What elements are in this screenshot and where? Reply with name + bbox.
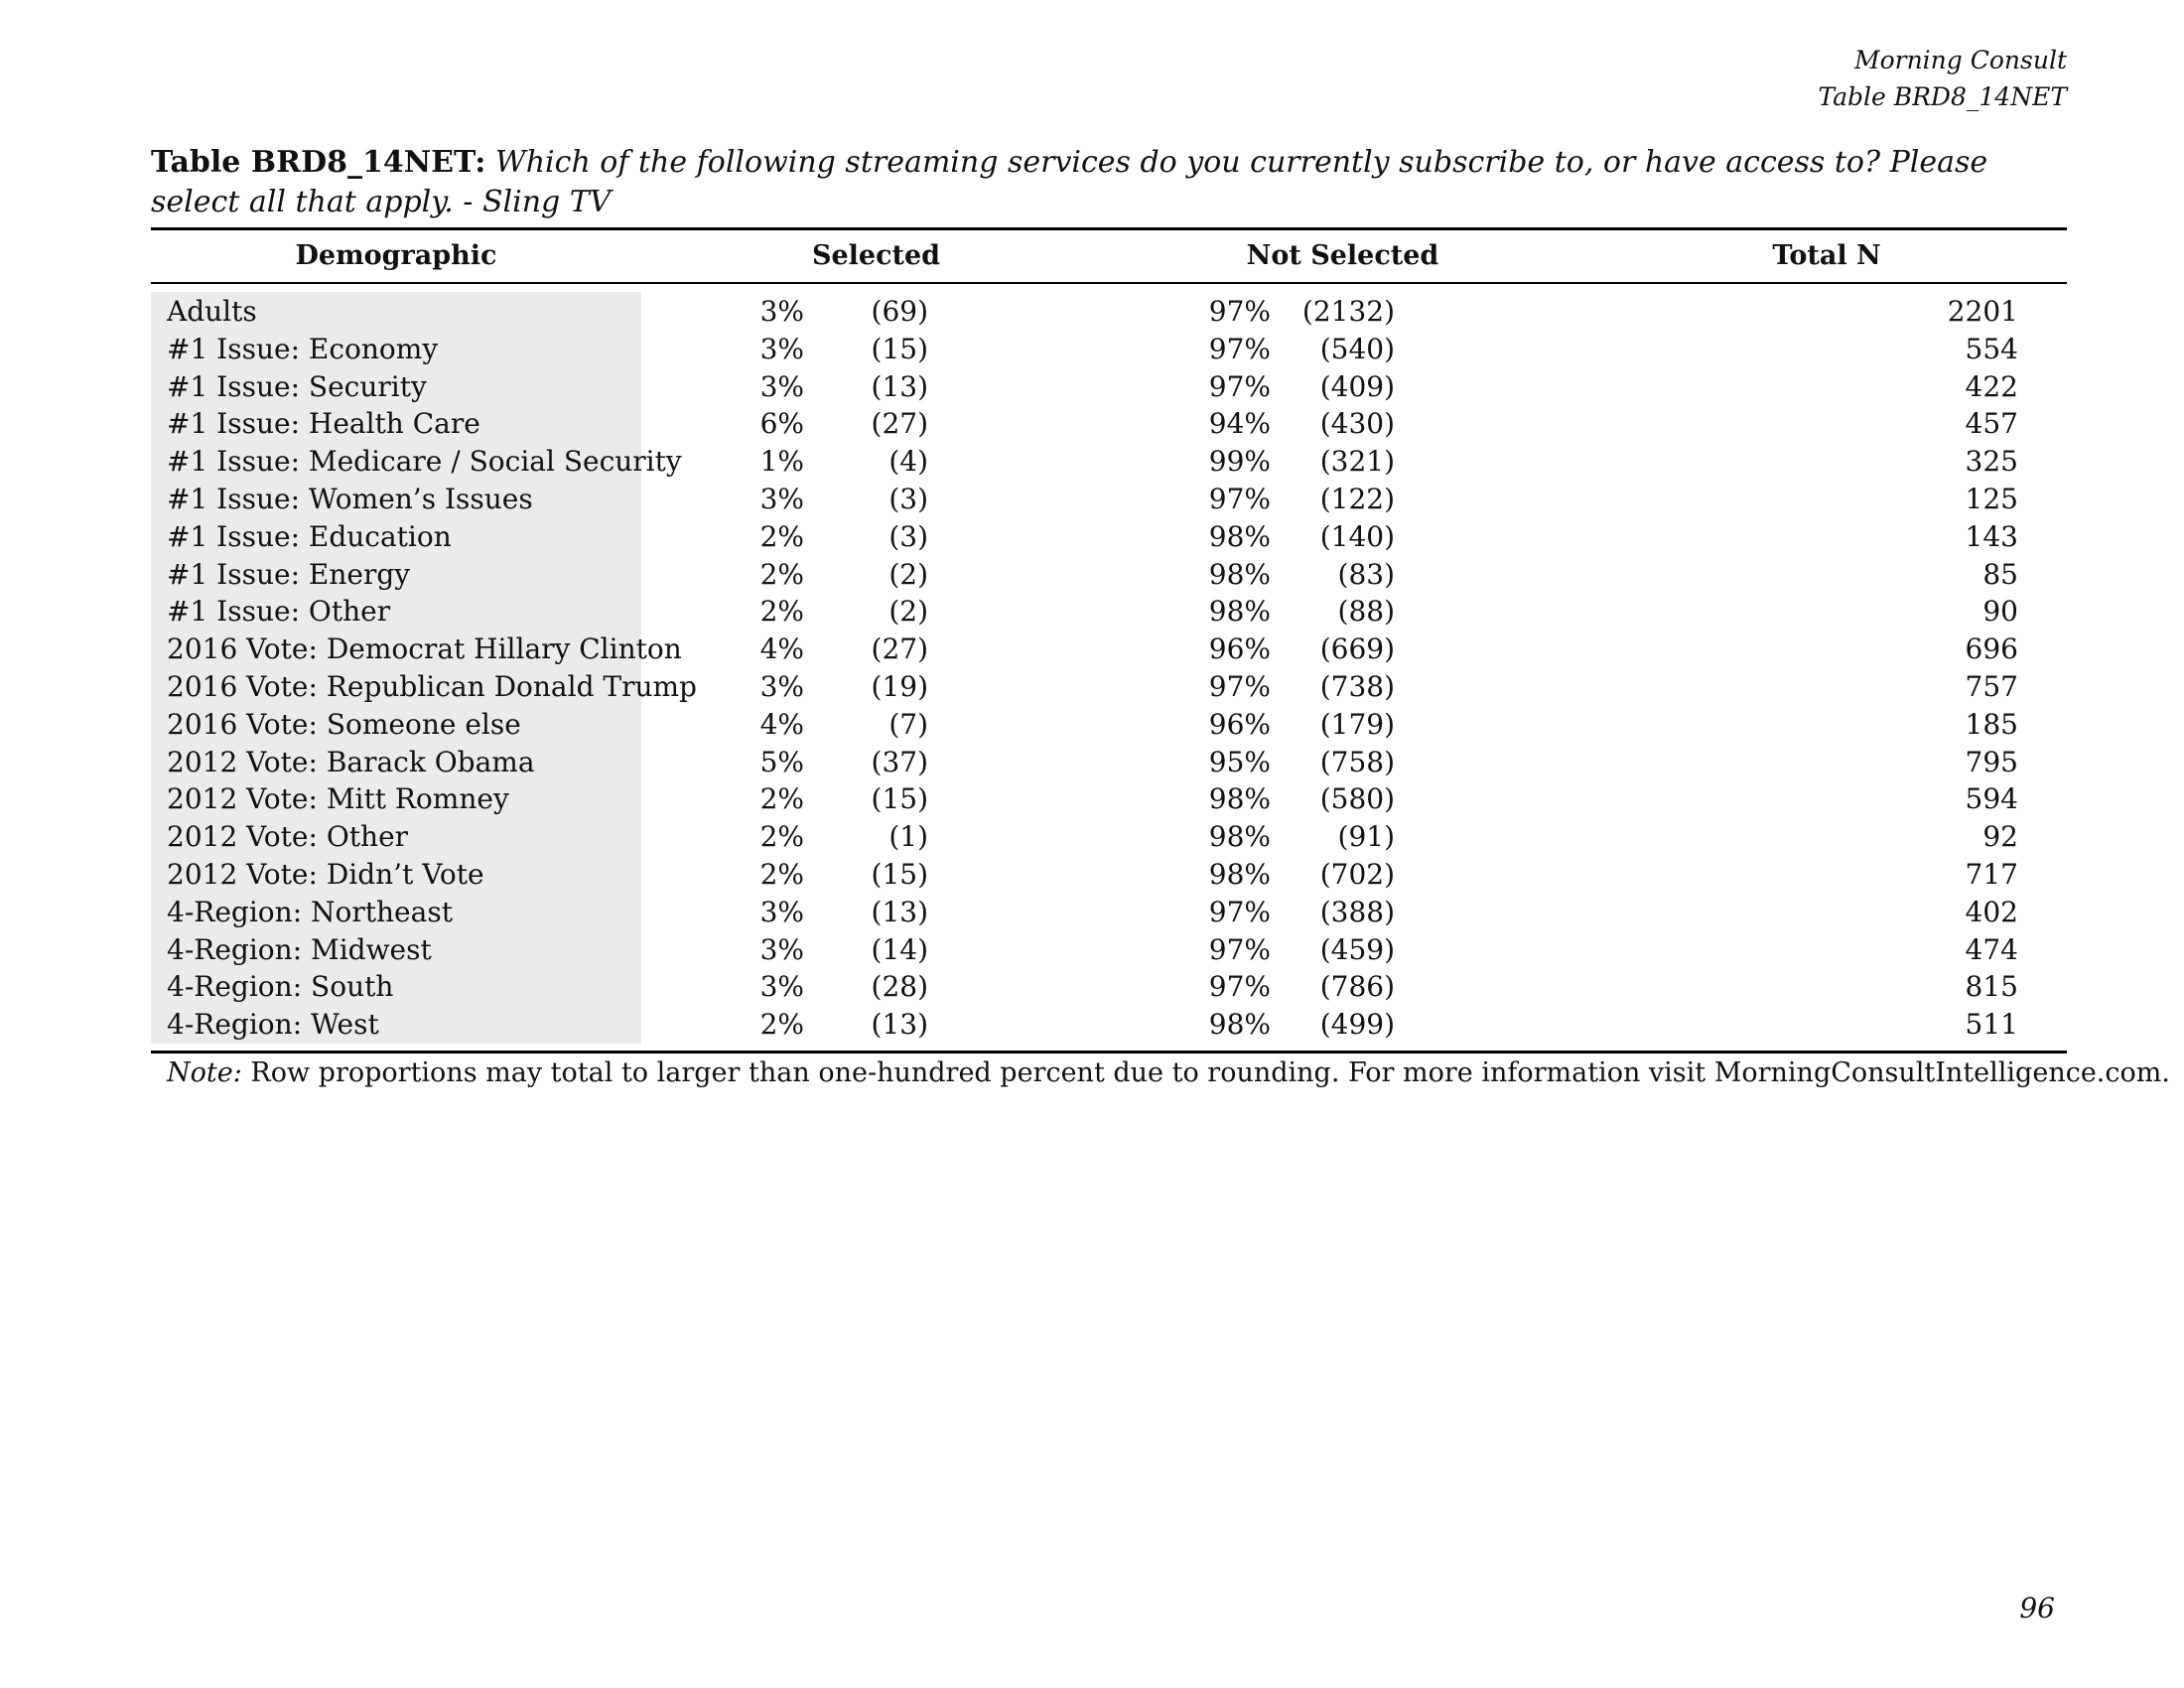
- table-top-rule: [151, 227, 2067, 230]
- selected-count: (15): [871, 332, 928, 365]
- selected-percent: 3%: [759, 932, 804, 966]
- table-row: [0, 744, 2184, 781]
- total-n: 457: [1965, 407, 2018, 441]
- selected-percent: 3%: [759, 332, 804, 365]
- row-label: 4-Region: Northeast: [167, 895, 453, 928]
- page-number: 96: [2019, 1592, 2055, 1624]
- row-label: 2012 Vote: Mitt Romney: [167, 782, 509, 816]
- table-row: [0, 331, 2184, 368]
- not-selected-percent: 97%: [1208, 369, 1271, 403]
- selected-count: (27): [871, 407, 928, 441]
- not-selected-percent: 97%: [1208, 482, 1271, 515]
- table-row: [0, 631, 2184, 668]
- selected-percent: 2%: [759, 519, 804, 553]
- selected-count: (2): [888, 595, 928, 629]
- not-selected-percent: 98%: [1208, 820, 1271, 854]
- not-selected-count: (83): [1337, 557, 1395, 591]
- table-title: [151, 143, 2067, 222]
- total-n: 325: [1965, 445, 2018, 479]
- selected-count: (13): [871, 895, 928, 928]
- row-label: 2016 Vote: Democrat Hillary Clinton: [167, 633, 682, 666]
- table-note: [167, 1055, 2170, 1092]
- row-label: 2012 Vote: Barack Obama: [167, 745, 535, 778]
- table-row: [0, 968, 2184, 1006]
- not-selected-count: (758): [1319, 745, 1395, 778]
- table-title-question: Which of the following streaming services do you currently subscribe to, or have access to? Please select all that apply. - Sling TV: [151, 145, 1988, 219]
- table-row: [0, 931, 2184, 969]
- total-n: 815: [1965, 970, 2018, 1004]
- selected-count: (3): [888, 482, 928, 515]
- selected-percent: 3%: [759, 895, 804, 928]
- table-row: [0, 856, 2184, 894]
- row-label: 4-Region: South: [167, 970, 394, 1004]
- table-row: [0, 1006, 2184, 1044]
- table-header-rule: [151, 282, 2067, 284]
- selected-percent: 3%: [759, 369, 804, 403]
- column-header-total-n: Total N: [1772, 240, 1881, 271]
- not-selected-count: (738): [1319, 669, 1395, 703]
- row-label: 2016 Vote: Republican Donald Trump: [167, 669, 697, 703]
- not-selected-count: (321): [1319, 445, 1395, 479]
- not-selected-count: (88): [1337, 595, 1395, 629]
- total-n: 143: [1965, 519, 2018, 553]
- note-text: Row proportions may total to larger than one-hundred percent due to rounding. For more information visit MorningConsultIntelligence.com.: [250, 1057, 2170, 1088]
- not-selected-count: (459): [1319, 932, 1395, 966]
- selected-percent: 3%: [759, 295, 804, 328]
- selected-percent: 6%: [759, 407, 804, 441]
- table-row: [0, 443, 2184, 481]
- table-title-lead: Table BRD8_14NET:: [151, 145, 486, 180]
- not-selected-percent: 98%: [1208, 557, 1271, 591]
- selected-count: (4): [888, 445, 928, 479]
- selected-count: (7): [888, 707, 928, 741]
- row-label: #1 Issue: Energy: [167, 557, 411, 591]
- selected-percent: 2%: [759, 595, 804, 629]
- not-selected-percent: 97%: [1208, 295, 1271, 328]
- not-selected-percent: 98%: [1208, 1008, 1271, 1042]
- row-label: 2016 Vote: Someone else: [167, 707, 521, 741]
- row-label: #1 Issue: Other: [167, 595, 391, 629]
- row-label: Adults: [167, 295, 257, 328]
- row-label: #1 Issue: Education: [167, 519, 452, 553]
- table-row: [0, 818, 2184, 856]
- not-selected-percent: 98%: [1208, 595, 1271, 629]
- not-selected-count: (499): [1319, 1008, 1395, 1042]
- not-selected-percent: 99%: [1208, 445, 1271, 479]
- table-row: [0, 556, 2184, 594]
- total-n: 90: [1982, 595, 2018, 629]
- table-row: [0, 481, 2184, 518]
- total-n: 85: [1982, 557, 2018, 591]
- total-n: 554: [1965, 332, 2018, 365]
- selected-percent: 3%: [759, 669, 804, 703]
- not-selected-percent: 97%: [1208, 332, 1271, 365]
- not-selected-count: (430): [1319, 407, 1395, 441]
- selected-percent: 5%: [759, 745, 804, 778]
- table-row: [0, 668, 2184, 706]
- not-selected-count: (91): [1337, 820, 1395, 854]
- column-header-not-selected: Not Selected: [1246, 240, 1439, 271]
- selected-percent: 2%: [759, 820, 804, 854]
- total-n: 125: [1965, 482, 2018, 515]
- table-row: [0, 405, 2184, 443]
- row-label: 4-Region: Midwest: [167, 932, 432, 966]
- not-selected-count: (179): [1319, 707, 1395, 741]
- selected-count: (19): [871, 669, 928, 703]
- not-selected-percent: 98%: [1208, 519, 1271, 553]
- selected-count: (27): [871, 633, 928, 666]
- row-label: #1 Issue: Health Care: [167, 407, 480, 441]
- selected-count: (1): [888, 820, 928, 854]
- not-selected-count: (2132): [1301, 295, 1395, 328]
- total-n: 185: [1965, 707, 2018, 741]
- selected-count: (2): [888, 557, 928, 591]
- selected-count: (69): [871, 295, 928, 328]
- not-selected-percent: 97%: [1208, 895, 1271, 928]
- total-n: 402: [1965, 895, 2018, 928]
- table-bottom-rule: [151, 1051, 2067, 1054]
- not-selected-count: (122): [1319, 482, 1395, 515]
- total-n: 2201: [1947, 295, 2018, 328]
- selected-count: (13): [871, 369, 928, 403]
- table-row: [0, 293, 2184, 331]
- table-row: [0, 894, 2184, 931]
- selected-count: (15): [871, 857, 928, 891]
- not-selected-percent: 97%: [1208, 932, 1271, 966]
- total-n: 717: [1965, 857, 2018, 891]
- row-label: #1 Issue: Economy: [167, 332, 439, 365]
- selected-count: (37): [871, 745, 928, 778]
- not-selected-count: (540): [1319, 332, 1395, 365]
- not-selected-percent: 94%: [1208, 407, 1271, 441]
- selected-count: (14): [871, 932, 928, 966]
- total-n: 795: [1965, 745, 2018, 778]
- not-selected-count: (786): [1319, 970, 1395, 1004]
- selected-percent: 1%: [759, 445, 804, 479]
- not-selected-count: (140): [1319, 519, 1395, 553]
- not-selected-count: (702): [1319, 857, 1395, 891]
- page-header: [1818, 42, 2067, 115]
- column-header-demographic: Demographic: [295, 240, 497, 271]
- header-org: Morning Consult: [1853, 46, 2067, 74]
- table-row: [0, 780, 2184, 818]
- total-n: 696: [1965, 633, 2018, 666]
- selected-count: (13): [871, 1008, 928, 1042]
- not-selected-percent: 96%: [1208, 633, 1271, 666]
- total-n: 92: [1982, 820, 2018, 854]
- table-row: [0, 518, 2184, 556]
- selected-percent: 2%: [759, 557, 804, 591]
- selected-percent: 4%: [759, 707, 804, 741]
- header-table-id: Table BRD8_14NET: [1818, 82, 2067, 111]
- total-n: 594: [1965, 782, 2018, 816]
- column-header-selected: Selected: [811, 240, 941, 271]
- selected-count: (28): [871, 970, 928, 1004]
- not-selected-percent: 97%: [1208, 970, 1271, 1004]
- total-n: 422: [1965, 369, 2018, 403]
- not-selected-percent: 97%: [1208, 669, 1271, 703]
- selected-percent: 2%: [759, 1008, 804, 1042]
- row-label: #1 Issue: Security: [167, 369, 427, 403]
- row-label: 2012 Vote: Didn’t Vote: [167, 857, 484, 891]
- table-row: [0, 593, 2184, 631]
- total-n: 474: [1965, 932, 2018, 966]
- not-selected-percent: 95%: [1208, 745, 1271, 778]
- total-n: 757: [1965, 669, 2018, 703]
- table-row: [0, 368, 2184, 406]
- not-selected-count: (580): [1319, 782, 1395, 816]
- not-selected-count: (409): [1319, 369, 1395, 403]
- selected-percent: 2%: [759, 857, 804, 891]
- total-n: 511: [1965, 1008, 2018, 1042]
- row-label: #1 Issue: Women’s Issues: [167, 482, 533, 515]
- selected-percent: 4%: [759, 633, 804, 666]
- selected-count: (3): [888, 519, 928, 553]
- not-selected-percent: 98%: [1208, 857, 1271, 891]
- not-selected-percent: 98%: [1208, 782, 1271, 816]
- note-label: Note:: [167, 1057, 242, 1088]
- not-selected-count: (388): [1319, 895, 1395, 928]
- not-selected-count: (669): [1319, 633, 1395, 666]
- not-selected-percent: 96%: [1208, 707, 1271, 741]
- selected-percent: 3%: [759, 482, 804, 515]
- selected-count: (15): [871, 782, 928, 816]
- row-label: 2012 Vote: Other: [167, 820, 409, 854]
- table-body: [0, 293, 2184, 1044]
- selected-percent: 2%: [759, 782, 804, 816]
- row-label: 4-Region: West: [167, 1008, 379, 1042]
- row-label: #1 Issue: Medicare / Social Security: [167, 445, 682, 479]
- selected-percent: 3%: [759, 970, 804, 1004]
- table-row: [0, 706, 2184, 744]
